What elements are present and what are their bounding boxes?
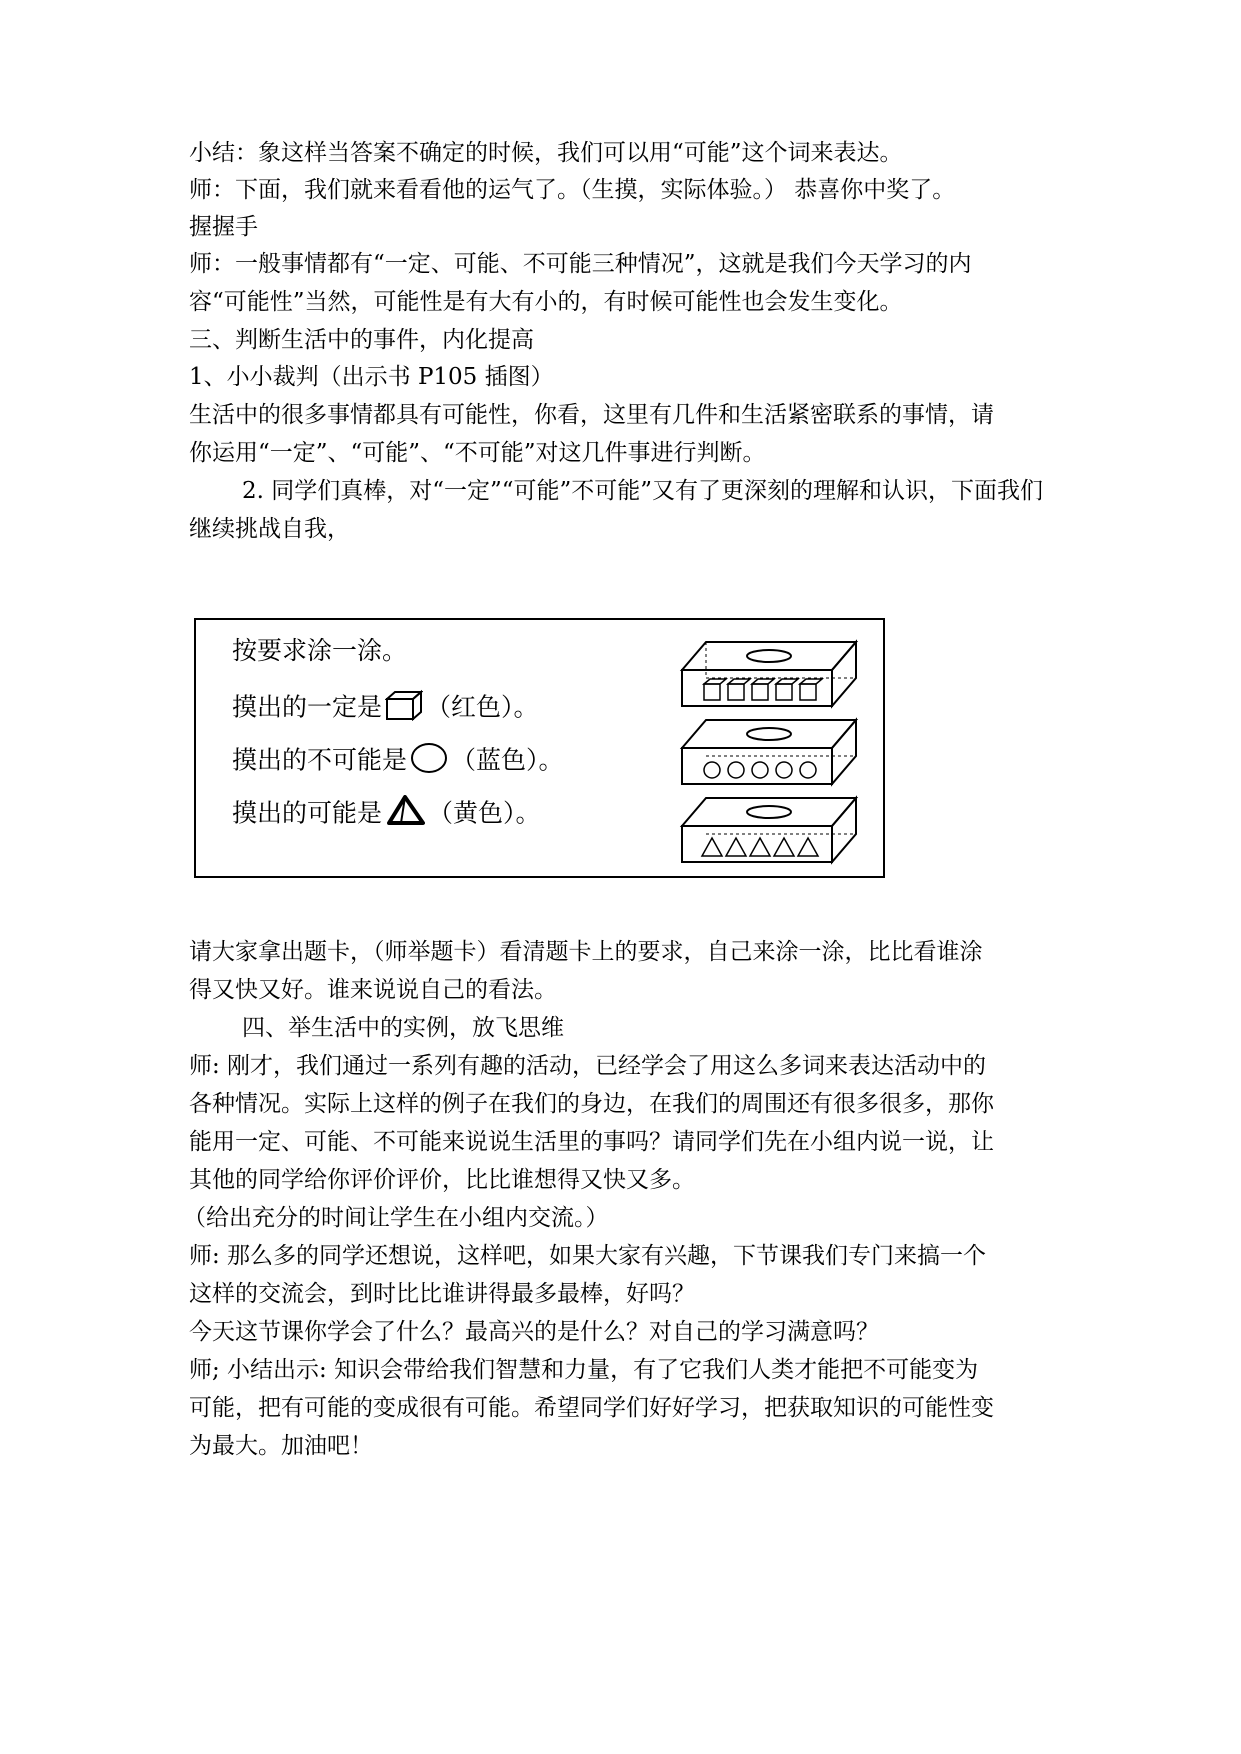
paragraph-handshake: 握握手 xyxy=(189,214,258,240)
paragraph-closing-2: 可能，把有可能的变成很有可能。希望同学们好好学习，把获取知识的可能性变 xyxy=(189,1395,994,1421)
row-possible-suffix: （黄色）。 xyxy=(428,798,541,828)
paragraph-teacher-three-cases-1: 师：一般事情都有“一定、可能、不可能三种情况”，这就是我们今天学习的内 xyxy=(189,251,972,277)
paragraph-summary: 小结：象这样当答案不确定的时候，我们可以用“可能”这个词来表达。 xyxy=(189,140,903,166)
paragraph-examples-4: 其他的同学给你评价评价，比比谁想得又快又多。 xyxy=(189,1167,695,1193)
figure-row-possible xyxy=(232,795,541,834)
paragraph-examples-1: 师: 刚才，我们通过一系列有趣的活动，已经学会了用这么多词来表达活动中的 xyxy=(189,1053,987,1079)
box-cubes-icon xyxy=(682,642,856,706)
box-triangles-icon xyxy=(682,798,856,862)
paragraph-exchange-meeting-2: 这样的交流会，到时比比谁讲得最多最棒，好吗？ xyxy=(189,1281,695,1307)
paragraph-examples-3: 能用一定、可能、不可能来说说生活里的事吗？请同学们先在小组内说一说，让 xyxy=(189,1129,994,1155)
figure-row-impossible xyxy=(232,742,564,781)
paragraph-life-events-2: 你运用“一定”、“可能”、“不可能”对这几件事进行判断。 xyxy=(189,440,766,466)
paragraph-teacher-three-cases-2: 容“可能性”当然，可能性是有大有小的，有时候可能性也会发生变化。 xyxy=(189,289,903,315)
cube-icon xyxy=(385,689,423,728)
paragraph-little-judge: 1、小小裁判（出示书 P105 插图） xyxy=(189,364,554,390)
paragraph-life-events-1: 生活中的很多事情都具有可能性，你看，这里有几件和生活紧密联系的事情，请 xyxy=(189,402,994,428)
coloring-exercise-figure xyxy=(194,618,885,878)
paragraph-answer-card-2: 得又快又好。谁来说说自己的看法。 xyxy=(189,977,557,1003)
row-impossible-prefix: 摸出的不可能是 xyxy=(232,745,408,775)
paragraph-examples-2: 各种情况。实际上这样的例子在我们的身边，在我们的周围还有很多很多，那你 xyxy=(189,1091,994,1117)
row-impossible-suffix: （蓝色）。 xyxy=(451,745,564,775)
paragraph-challenge-2: 继续挑战自我， xyxy=(189,516,350,542)
paragraph-answer-card-1: 请大家拿出题卡，（师举题卡）看清题卡上的要求，自己来涂一涂，比比看谁涂 xyxy=(189,939,983,965)
section-heading-four: 四、举生活中的实例，放飞思维 xyxy=(242,1015,564,1041)
paragraph-group-discussion: （给出充分的时间让学生在小组内交流。） xyxy=(183,1205,609,1231)
paragraph-challenge-1: 2. 同学们真棒，对“一定”“可能”不可能”又有了更深刻的理解和认识，下面我们 xyxy=(242,478,1044,504)
row-certain-suffix: （红色）。 xyxy=(426,692,539,722)
figure-row-certain xyxy=(232,689,539,728)
section-heading-three: 三、判断生活中的事件，内化提高 xyxy=(189,327,534,353)
figure-heading: 按要求涂一涂。 xyxy=(232,636,408,665)
row-certain-prefix: 摸出的一定是 xyxy=(232,692,383,722)
paragraph-reflection: 今天这节课你学会了什么？最高兴的是什么？对自己的学习满意吗？ xyxy=(189,1319,879,1345)
paragraph-teacher-luck: 师：下面，我们就来看看他的运气了。（生摸，实际体验。） 恭喜你中奖了。 xyxy=(189,177,956,203)
circle-icon xyxy=(410,742,448,781)
box-circles-icon xyxy=(682,720,856,784)
paragraph-exchange-meeting-1: 师: 那么多的同学还想说，这样吧，如果大家有兴趣，下节课我们专门来搞一个 xyxy=(189,1243,987,1269)
boxes-illustration xyxy=(674,630,874,870)
paragraph-closing-3: 为最大。加油吧！ xyxy=(189,1433,373,1459)
paragraph-closing-1: 师; 小结出示: 知识会带给我们智慧和力量，有了它我们人类才能把不可能变为 xyxy=(189,1357,979,1383)
triangle-icon xyxy=(385,795,425,834)
row-possible-prefix: 摸出的可能是 xyxy=(232,798,383,828)
